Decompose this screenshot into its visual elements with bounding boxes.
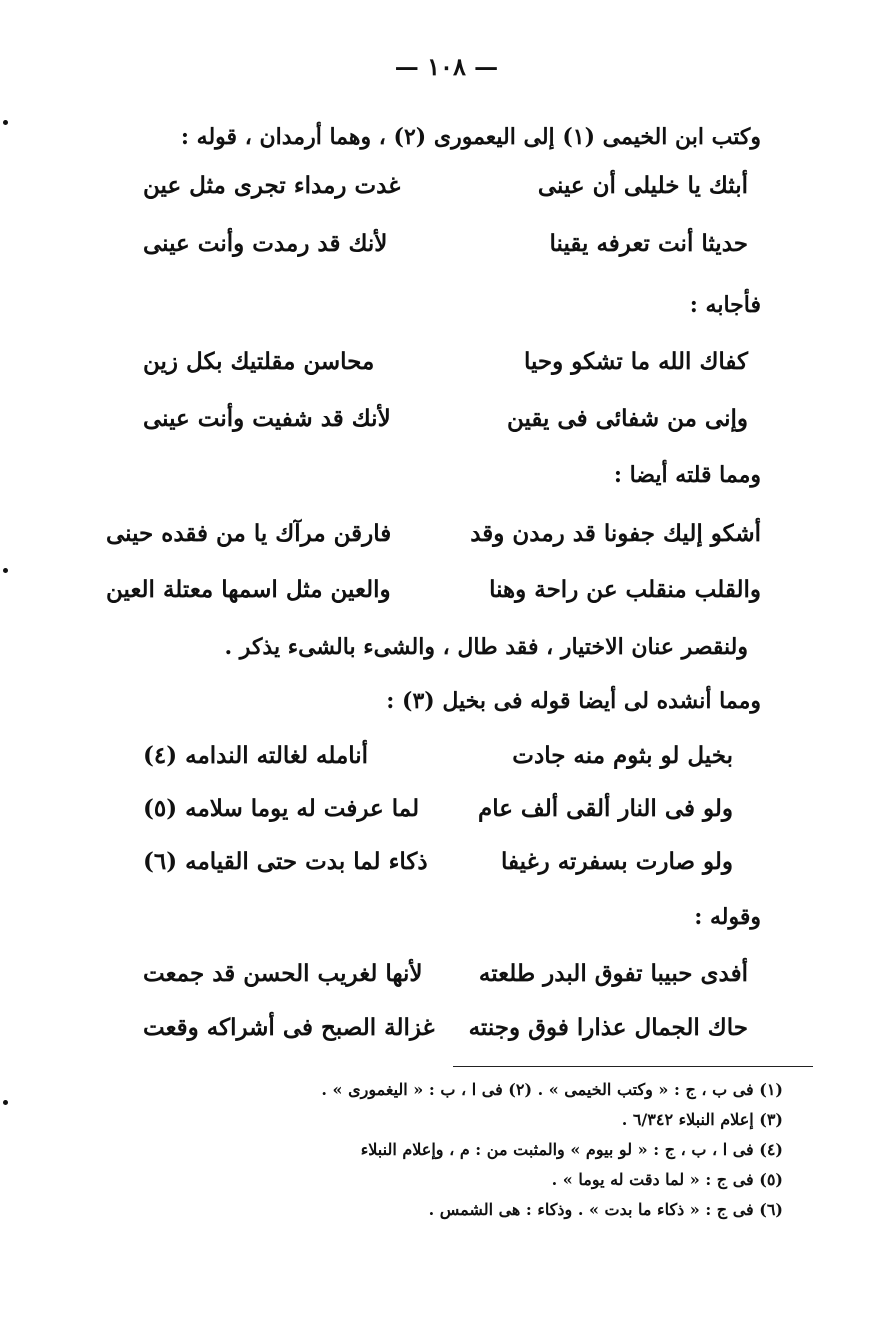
poem1-verse-1-second-hemistich: غدت رمداء تجرى مثل عين	[143, 172, 401, 199]
intro-line: وكتب ابن الخيمى (١) إلى اليعمورى (٢) ، وهما أرمدان ، قوله :	[180, 124, 761, 150]
recited-intro: ومما أنشده لى أيضا قوله فى بخيل (٣) :	[386, 688, 761, 714]
poem4-verse-1-second-hemistich: أنامله لغالته الندامه (٤)	[143, 742, 369, 769]
prose-line: ولنقصر عنان الاختيار ، فقد طال ، والشىء بالشىء يذكر .	[224, 634, 748, 660]
page-number: — ١٠٨ —	[394, 52, 499, 81]
poem4-verse-3-first-hemistich: ولو صارت بسفرته رغيفا	[500, 848, 733, 875]
his-saying-intro: وقوله :	[694, 904, 761, 930]
poem2-verse-1-first-hemistich: كفاك الله ما تشكو وحيا	[523, 348, 748, 375]
poem3-verse-2-first-hemistich: والقلب منقلب عن راحة وهنا	[489, 576, 761, 603]
poem5-verse-2-second-hemistich: غزالة الصبح فى أشراكه وقعت	[143, 1014, 435, 1041]
poem3-verse-1-first-hemistich: أشكو إليك جفونا قد رمدن وقد	[470, 520, 761, 547]
footnote-separator	[453, 1066, 813, 1067]
reply-intro: فأجابه :	[689, 292, 761, 318]
poem5-verse-1-second-hemistich: لأنها لغريب الحسن قد جمعت	[143, 960, 423, 987]
scan-edge-mark	[3, 120, 8, 125]
scan-edge-mark	[3, 568, 8, 573]
poem4-verse-1-first-hemistich: بخيل لو بثوم منه جادت	[512, 742, 733, 769]
poem2-verse-1-second-hemistich: محاسن مقلتيك بكل زين	[143, 348, 375, 375]
mine-intro: ومما قلته أيضا :	[613, 462, 761, 488]
poem1-verse-2-second-hemistich: لأنك قد رمدت وأنت عينى	[143, 230, 388, 257]
footnote-6: (٦) فى ج : « ذكاء ما بدت » . وذكاء : هى الشمس .	[428, 1200, 783, 1219]
scan-edge-mark	[3, 1100, 8, 1105]
poem3-verse-1-second-hemistich: فارقن مرآك يا من فقده حينى	[106, 520, 392, 547]
poem5-verse-1-first-hemistich: أفدى حبيبا تفوق البدر طلعته	[478, 960, 748, 987]
footnote-4: (٤) فى ا ، ب ، ج : « لو بيوم » والمثبت من : م ، وإعلام النبلاء	[360, 1140, 783, 1159]
poem2-verse-2-second-hemistich: لأنك قد شفيت وأنت عينى	[143, 405, 391, 432]
poem1-verse-1-first-hemistich: أبثك يا خليلى أن عينى	[537, 172, 748, 199]
poem4-verse-3-second-hemistich: ذكاء لما بدت حتى القيامه (٦)	[143, 848, 428, 875]
poem4-verse-2-second-hemistich: لما عرفت له يوما سلامه (٥)	[143, 795, 420, 822]
poem3-verse-2-second-hemistich: والعين مثل اسمها معتلة العين	[106, 576, 391, 603]
footnote-5: (٥) فى ج : « لما دقت له يوما » .	[551, 1170, 783, 1189]
footnote-1-2: (١) فى ب ، ج : « وكتب الخيمى » . (٢) فى ا ، ب : « اليغمورى » .	[321, 1080, 783, 1099]
footnote-3: (٣) إعلام النبلاء ٦/٣٤٢ .	[621, 1110, 783, 1129]
poem1-verse-2-first-hemistich: حديثا أنت تعرفه يقينا	[549, 230, 748, 257]
poem4-verse-2-first-hemistich: ولو فى النار ألقى ألف عام	[477, 795, 733, 822]
poem5-verse-2-first-hemistich: حاك الجمال عذارا فوق وجنته	[468, 1014, 748, 1041]
poem2-verse-2-first-hemistich: وإنى من شفائى فى يقين	[506, 405, 748, 432]
